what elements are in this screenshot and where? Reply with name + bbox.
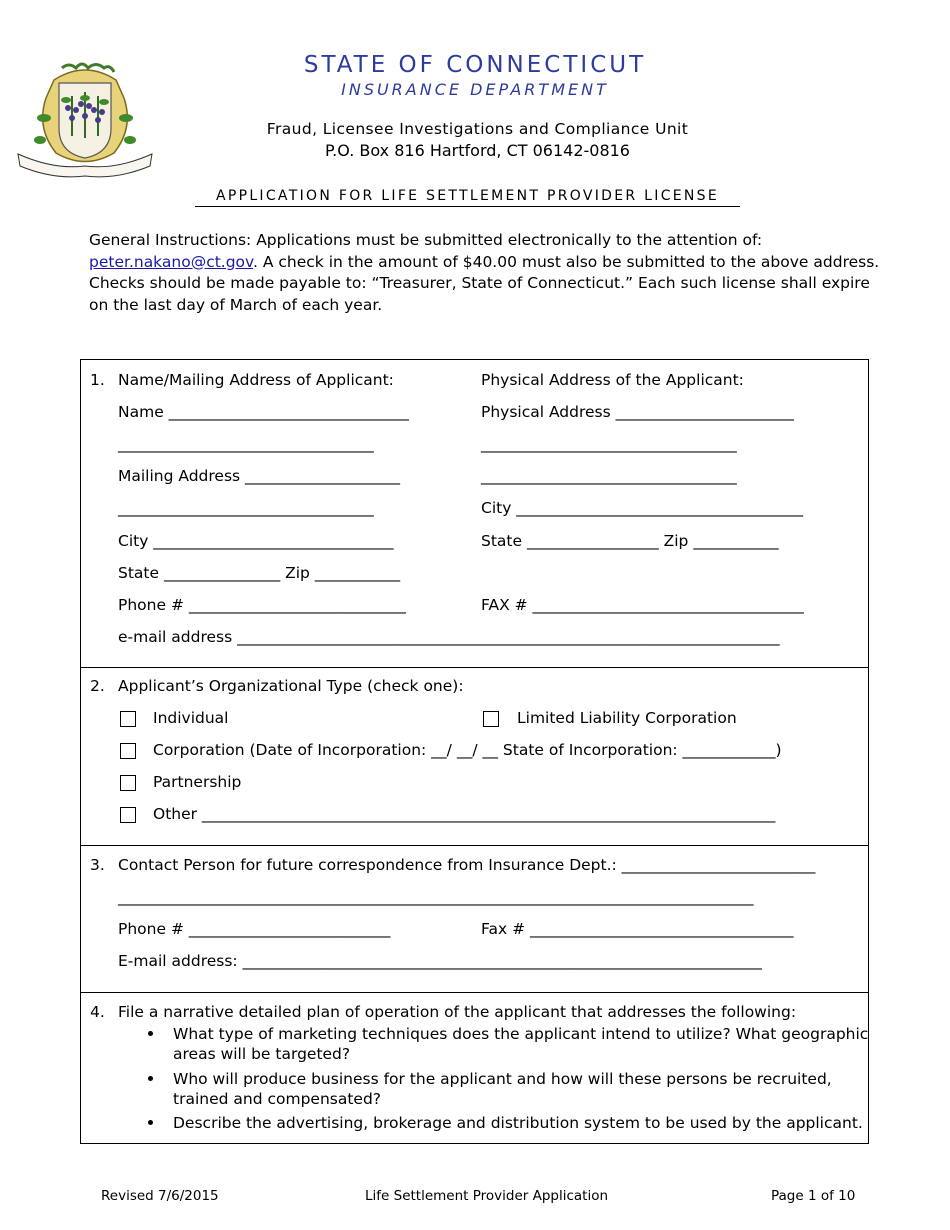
contact-email-field[interactable]: E-mail address: ___________________________________________________________________: [118, 952, 762, 970]
section-2-organizational-type: [80, 666, 869, 846]
bullet-item: Describe the advertising, brokerage and distribution system to be used by the applicant.: [173, 1114, 863, 1132]
plan-heading: File a narrative detailed plan of operation of the applicant that addresses the following:: [118, 1003, 797, 1021]
other-field[interactable]: Other __________________________________________________________________________: [153, 805, 776, 823]
city-field[interactable]: City _______________________________: [118, 532, 394, 550]
contact-email-link[interactable]: peter.nakano@ct.gov: [89, 252, 254, 271]
bullet-item-continued: areas will be targeted?: [173, 1045, 351, 1063]
bullet-item: What type of marketing techniques does the applicant intend to utilize? What geographic: [173, 1025, 869, 1043]
instructions-line-2: peter.nakano@ct.gov. A check in the amount of $40.00 must also be submitted to the above address.: [89, 252, 880, 271]
partnership-checkbox[interactable]: [120, 775, 136, 791]
fax-field[interactable]: FAX # ___________________________________: [481, 596, 804, 614]
section-number: 4.: [90, 1003, 105, 1021]
other-checkbox[interactable]: [120, 807, 136, 823]
unit-name: Fraud, Licensee Investigations and Compliance Unit: [266, 120, 689, 138]
contact-fax-field[interactable]: Fax # __________________________________: [481, 920, 794, 938]
email-field[interactable]: e-mail address ______________________________________________________________________: [118, 628, 780, 646]
section-number: 2.: [90, 677, 105, 695]
phone-field[interactable]: Phone # ____________________________: [118, 596, 406, 614]
instructions-line-1: General Instructions: Applications must be submitted electronically to the attention of:: [89, 231, 763, 249]
partnership-label: Partnership: [153, 773, 242, 791]
state-zip-field[interactable]: State _______________ Zip ___________: [118, 564, 401, 582]
form-title: APPLICATION FOR LIFE SETTLEMENT PROVIDER LICENSE: [195, 188, 740, 207]
general-instructions: [89, 230, 880, 316]
state-title: STATE OF CONNECTICUT: [303, 52, 647, 78]
section-4-plan-of-operation: [80, 992, 869, 1144]
bullet-icon: [148, 1031, 153, 1036]
page-number: Page 1 of 10: [771, 1188, 856, 1204]
physical-address-line-2-field[interactable]: _________________________________: [481, 435, 737, 453]
llc-label: Limited Liability Corporation: [517, 709, 737, 727]
name-field[interactable]: Name _______________________________: [118, 403, 409, 421]
individual-checkbox[interactable]: [120, 711, 136, 727]
org-type-heading: Applicant’s Organizational Type (check one):: [118, 677, 464, 695]
mailing-address-line-2-field[interactable]: _________________________________: [118, 499, 374, 517]
bullet-icon: [148, 1076, 153, 1081]
instructions-line-4: on the last day of March of each year.: [89, 295, 383, 314]
physical-city-field[interactable]: City _____________________________________: [481, 499, 804, 517]
revision-date: Revised 7/6/2015: [101, 1188, 219, 1204]
department-title: INSURANCE DEPARTMENT: [341, 80, 609, 99]
section-number: 1.: [90, 371, 105, 389]
mailing-address: P.O. Box 816 Hartford, CT 06142-0816: [325, 141, 630, 160]
instructions-line-3: Checks should be made payable to: “Treasurer, State of Connecticut.” Each such license shall expire: [89, 274, 870, 292]
corporation-label: Corporation (Date of Incorporation: __/ __/ __ State of Incorporation: ____________): [153, 741, 782, 759]
bullet-icon: [148, 1120, 153, 1125]
section-1-applicant-address: [80, 359, 869, 668]
section-3-contact-person: [80, 845, 869, 993]
physical-heading: Physical Address of the Applicant:: [481, 371, 744, 389]
contact-person-line-2-field[interactable]: __________________________________________________________________________________: [118, 888, 754, 906]
section-number: 3.: [90, 856, 105, 874]
individual-label: Individual: [153, 709, 229, 727]
mailing-address-field[interactable]: Mailing Address ____________________: [118, 467, 401, 485]
llc-checkbox[interactable]: [483, 711, 499, 727]
document-name: Life Settlement Provider Application: [365, 1188, 609, 1204]
physical-address-line-3-field[interactable]: _________________________________: [481, 467, 737, 485]
corporation-checkbox[interactable]: [120, 743, 136, 759]
physical-address-field[interactable]: Physical Address _______________________: [481, 403, 794, 421]
contact-phone-field[interactable]: Phone # __________________________: [118, 920, 391, 938]
physical-state-zip-field[interactable]: State _________________ Zip ___________: [481, 532, 779, 550]
mailing-heading: Name/Mailing Address of Applicant:: [118, 371, 394, 389]
bullet-item: Who will produce business for the applicant and how will these persons be recruited,: [173, 1070, 832, 1088]
contact-person-field[interactable]: Contact Person for future correspondence from Insurance Dept.: _________________________: [118, 856, 816, 874]
name-line-2-field[interactable]: _________________________________: [118, 435, 374, 453]
bullet-item-continued: trained and compensated?: [173, 1090, 382, 1108]
